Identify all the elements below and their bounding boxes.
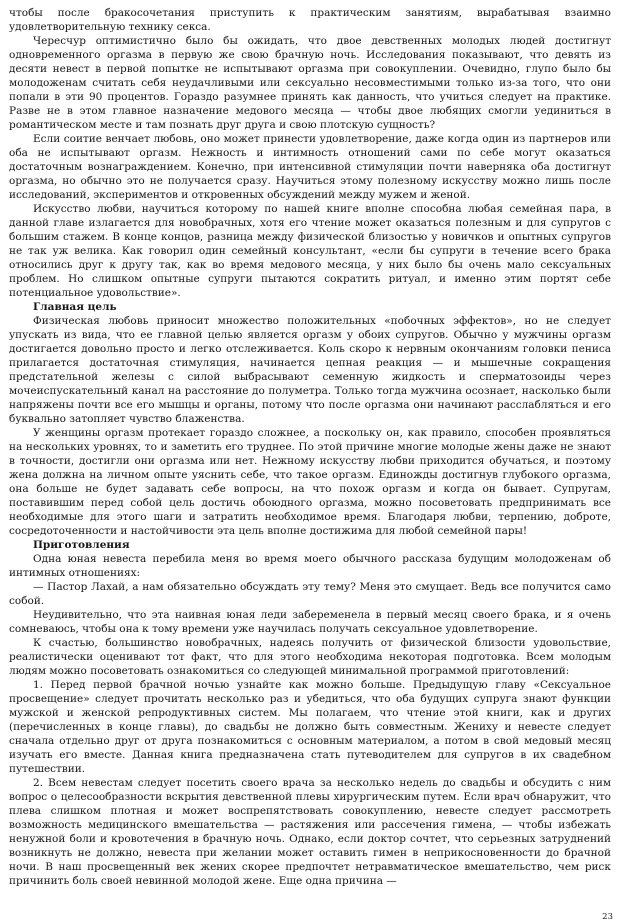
paragraph: чтобы после бракосочетания приступить к практическим занятиям, вырабатывая взаимно удовлетворительную технику секса. [9, 7, 611, 33]
section-heading: Приготовления [33, 539, 130, 551]
paragraph: — Пастор Лахай, а нам обязательно обсуждать эту тему? Меня это смущает. Ведь все получится само собой. [9, 581, 611, 607]
section-heading: Главная цель [33, 301, 117, 313]
paragraph: 2. Всем невестам следует посетить своего врача за несколько недель до свадьбы и обсудить с ним вопрос о целесообразности вскрытия девственной плевы хирургическим путем. Если врач обнаружит, что плева слишком плотная и может воспрепятствовать совокуплению, невесте следует рассмотреть возможность медицинского вмешательства — растяжения или рассечения гимена, — чтобы избежать ненужной боли и кровотечения в брачную ночь. Однако, если доктор сочтет, что серьезных затруднений возникнуть не должно, невеста при желании может оставить гимен в неприкосновенности до брачной ночи. В наш просвещенный век жених скорее предпочтет нетравматическое вмешательство, чем риск причинить боль своей невинной молодой жене. Еще одна причина — [9, 777, 611, 887]
paragraph: Искусство любви, научиться которому по нашей книге вполне способна любая семейная пара, в данной главе излагается для новобрачных, хотя его чтение может оказаться полезным и для супругов с большим стажем. В конце концов, разница между физической близостью у новичков и опытных супругов не так уж велика. Как говорил один семейный консультант, «если бы супруги в течение всего брака относились друг к другу так, как во время медового месяца, у них было бы очень мало сексуальных проблем. Но слишком опытные супруги пытаются сократить ритуал, и именно этим портят себе потенциальное удовольствие». [9, 203, 611, 299]
paragraph: Чересчур оптимистично было бы ожидать, что двое девственных молодых людей достигнут одновременного оргазма в первую же свою брачную ночь. Исследования показывают, что девять из десяти невест в первой попытке не испытывают оргазма при совокуплении. Очевидно, глупо было бы молодоженам считать себя неудачливыми или сексуально несовместимыми только из-за того, что они попали в эти 90 процентов. Гораздо разумнее принять как данность, что учиться следует на практике. Разве не в этом главное назначение медового месяца — чтобы двое любящих смогли уединиться в романтическом месте и там познать друг друга и свою плотскую сущность? [9, 35, 611, 131]
paragraph: Физическая любовь приносит множество положительных «побочных эффектов», но не следует упускать из вида, что ее главной целью является оргазм у обоих супругов. Обычно у мужчины оргазм достигается довольно просто и легко отслеживается. Коль скоро к нервным окончаниям головки пениса прилагается достаточная стимуляция, начинается цепная реакция — и мышечные сокращения предстательной железы с силой выбрасывают семенную жидкость и сперматозоиды через мочеиспускательный канал на расстояние до полуметра. Только тогда мужчина осознает, насколько были напряжены почти все его мышцы и органы, потому что после оргазма они начинают расслабляться и его буквально затопляет чувство блаженства. [9, 315, 611, 425]
paragraph: У женщины оргазм протекает гораздо сложнее, а поскольку он, как правило, способен проявляться на нескольких уровнях, то и заметить его труднее. По этой причине многие молодые жены даже не знают в точности, достигли они оргазма или нет. Нежному искусству любви приходится обучаться, и поэтому жена должна на личном опыте уяснить себе, что такое оргазм. Единожды достигнув глубокого оргазма, она больше не будет задавать себе вопросы, на что похож оргазм и когда он бывает. Супругам, поставившим перед собой цель достичь обоюдного оргазма, можно посоветовать предпринимать все необходимые для этого шаги и затратить необходимое время. Благодаря любви, терпению, доброте, сосредоточенности и настойчивости эта цель вполне достижима для любой семейной пары! [9, 427, 611, 537]
paragraph: 1. Перед первой брачной ночью узнайте как можно больше. Предыдущую главу «Сексуальное просвещение» следует прочитать несколько раз и убедиться, что оба будущих супруга знают функции мужской и женской репродуктивных систем. Мы полагаем, что чтение этой книги, как и других (перечисленных в конце главы), до свадьбы не должно быть совместным. Жениху и невесте следует сначала отдельно друг от друга познакомиться с основным материалом, а потом в свой медовый месяц изучать его вместе. Данная книга предназначена стать путеводителем для супругов в их свадебном путешествии. [9, 679, 611, 775]
page-text [9, 6, 611, 888]
paragraph: Одна юная невеста перебила меня во время моего обычного рассказа будущим молодоженам об интимных отношениях: [9, 553, 611, 579]
paragraph: Неудивительно, что эта наивная юная леди забеременела в первый месяц своего брака, и я очень сомневаюсь, чтобы она к тому времени уже научилась получать сексуальное удовлетворение. [9, 609, 611, 635]
paragraph: К счастью, большинство новобрачных, надеясь получить от физической близости удовольствие, реалистически оценивают тот факт, что для этого необходима некоторая подготовка. Всем молодым людям можно посоветовать ознакомиться со следующей минимальной программой приготовлений: [9, 637, 611, 677]
paragraph: Если соитие венчает любовь, оно может принести удовлетворение, даже когда один из партнеров или оба не испытывают оргазм. Нежность и интимность отношений сами по себе могут оказаться достаточным вознаграждением. Конечно, при интенсивной стимуляции почти наверняка оба достигнут оргазма, но обычно это не получается сразу. Научиться этому полезному искусству можно лишь после исследований, экспериментов и откровенных обсуждений между мужем и женой. [9, 133, 611, 201]
page-number: 23 [602, 911, 613, 922]
